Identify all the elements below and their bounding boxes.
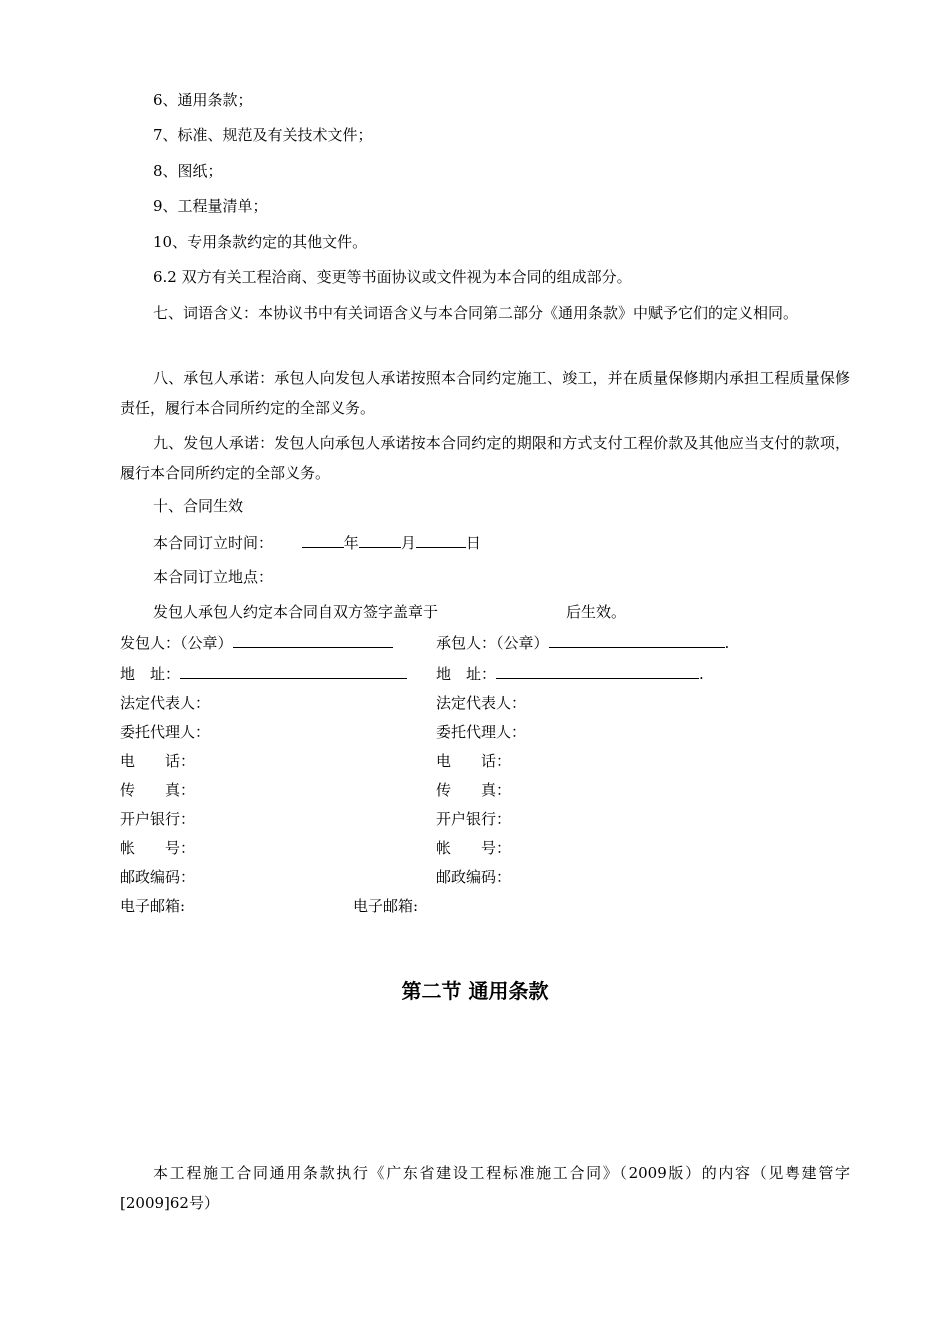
section-title: 第二节 通用条款 (401, 979, 549, 1003)
clause-seven: 七、词语含义：本协议书中有关词语含义与本合同第二部分《通用条款》中赋予它们的定义相同。 (153, 304, 799, 322)
fax-left: 传 真： (120, 781, 196, 799)
list-item: 10、专用条款约定的其他文件。 (153, 233, 368, 251)
address-left-row (120, 662, 407, 684)
legal-rep-left: 法定代表人： (120, 694, 211, 712)
list-item: 6、通用条款； (153, 91, 253, 109)
month-blank[interactable] (359, 531, 401, 548)
effect-clause (153, 602, 626, 622)
signing-time-label: 本合同订立时间： (153, 534, 274, 552)
email-left: 电子邮箱: (120, 897, 186, 915)
agent-right: 委托代理人： (436, 723, 527, 741)
party-right-seal-field[interactable] (549, 631, 725, 648)
signing-time (153, 531, 481, 553)
year-blank[interactable] (302, 531, 344, 548)
address-left-label: 地 址： (120, 665, 181, 683)
party-left-label: 发包人：（公章） (120, 634, 233, 652)
clause-nine: 九、发包人承诺：发包人向承包人承诺按本合同约定的期限和方式支付工程价款及其他应当支付的款项，履行本合同所约定的全部义务。 (120, 434, 850, 482)
effect-prefix: 发包人承包人约定本合同自双方签字盖章于 (153, 603, 439, 621)
party-right-row (436, 631, 729, 653)
address-right-end-mark: . (699, 665, 704, 683)
agent-left: 委托代理人： (120, 723, 211, 741)
postcode-left: 邮政编码： (120, 868, 196, 886)
party-left-seal-field[interactable] (233, 631, 393, 648)
day-label: 日 (465, 534, 481, 552)
signing-place: 本合同订立地点： (153, 568, 274, 586)
address-right-label: 地 址： (436, 665, 497, 683)
postcode-right: 邮政编码： (436, 868, 512, 886)
account-left: 帐 号： (120, 839, 196, 857)
phone-left: 电 话： (120, 752, 196, 770)
party-right-end-mark: . (724, 634, 730, 652)
year-label: 年 (343, 534, 359, 552)
effect-suffix: 后生效。 (566, 603, 627, 621)
legal-rep-right: 法定代表人： (436, 694, 527, 712)
clause-ten: 十、合同生效 (153, 497, 244, 515)
general-terms-paragraph: 本工程施工合同通用条款执行《广东省建设工程标准施工合同》（2009版）的内容（见粤建管字[2009]62号） (120, 1164, 850, 1212)
bank-left: 开户银行： (120, 810, 196, 828)
list-item: 8、图纸； (153, 162, 223, 180)
list-item: 6.2 双方有关工程洽商、变更等书面协议或文件视为本合同的组成部分。 (153, 268, 632, 286)
fax-right: 传 真： (436, 781, 512, 799)
bank-right: 开户银行： (436, 810, 512, 828)
address-right-field[interactable] (496, 662, 699, 679)
clause-eight: 八、承包人承诺：承包人向发包人承诺按照本合同约定施工、竣工，并在质量保修期内承担工程质量保修责任，履行本合同所约定的全部义务。 (120, 369, 850, 417)
party-left-row (120, 631, 393, 653)
phone-right: 电 话： (436, 752, 512, 770)
account-right: 帐 号： (436, 839, 512, 857)
address-left-field[interactable] (180, 662, 407, 679)
list-item: 9、工程量清单； (153, 197, 268, 215)
day-blank[interactable] (416, 531, 466, 548)
email-right: 电子邮箱: (353, 897, 419, 915)
party-right-label: 承包人：（公章） (436, 634, 549, 652)
address-right-row (436, 662, 704, 684)
month-label: 月 (400, 534, 416, 552)
list-item: 7、标准、规范及有关技术文件； (153, 126, 373, 144)
